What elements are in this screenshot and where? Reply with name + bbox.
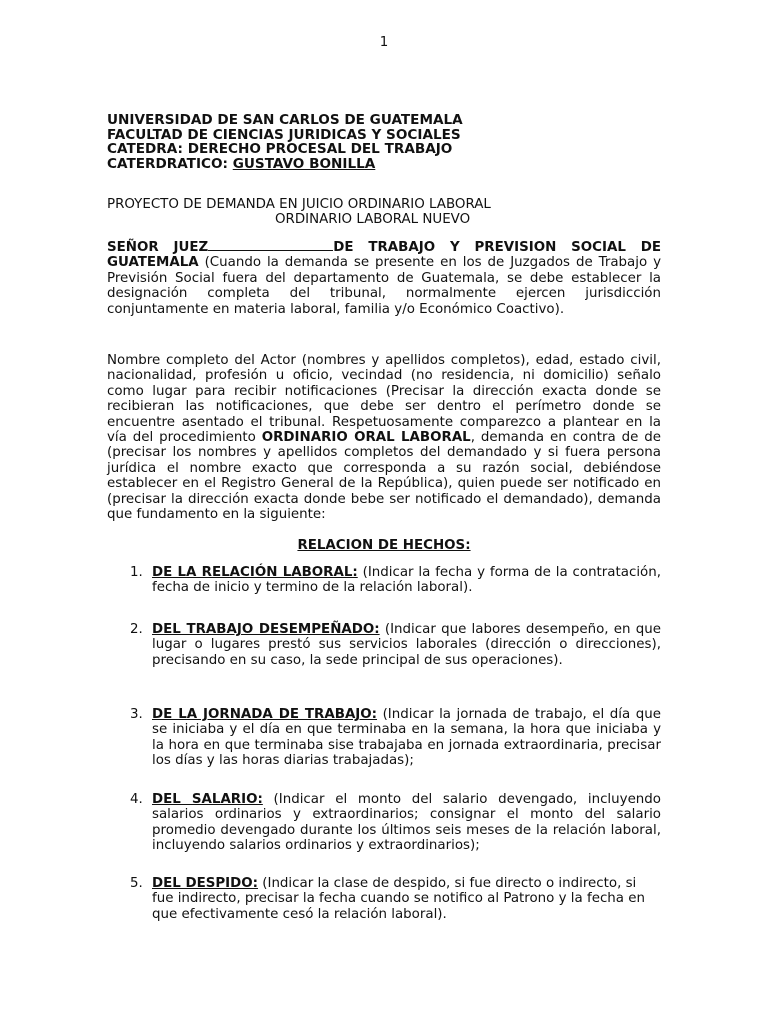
document-title — [107, 197, 662, 227]
list-item — [130, 622, 661, 668]
header-professor-label: CATERDRATICO: — [107, 155, 228, 172]
item-text: (Indicar la fecha y forma de la contratación, fecha de inicio y termino de la relación laboral). — [152, 565, 661, 596]
salutation-court: DE TRABAJO Y PREVISION SOCIAL DE GUATEMALA — [107, 240, 661, 271]
list-item — [130, 565, 661, 596]
salutation-paragraph — [107, 240, 661, 317]
item-number: 1. — [130, 565, 143, 580]
header-faculty: FACULTAD DE CIENCIAS JURIDICAS Y SOCIALES — [107, 126, 461, 143]
title-line-2: ORDINARIO LABORAL NUEVO — [275, 212, 471, 227]
item-heading: DEL TRABAJO DESEMPEÑADO: — [152, 622, 380, 637]
list-item — [130, 707, 661, 769]
item-heading: DEL DESPIDO: — [152, 876, 259, 891]
judge-blank-line — [208, 240, 333, 251]
item-number: 2. — [130, 622, 143, 637]
item-heading: DE LA RELACIÓN LABORAL: — [152, 565, 358, 580]
actor-text-2: , demanda en contra de de (precisar los nombres y apellidos completos del demandado y si fuera persona jurídica el nombre exacto que corresponda a su razón social, debiéndose establecer en el Registro General de la República), quien puede ser notificado en (precisar la dirección exacta donde bebe ser notificado el demandado), demanda que fundamento en la siguiente: — [107, 430, 661, 523]
item-number: 3. — [130, 707, 143, 722]
header-professor — [107, 157, 463, 172]
item-text: (Indicar la jornada de trabajo, el día que se iniciaba y el día en que terminaba en la semana, la hora que iniciaba y la hora en que terminaba sise trabajaba en jornada extraordinaria, precisar los días y las horas diarias trabajadas); — [152, 707, 661, 769]
section-title-text: RELACION DE HECHOS: — [297, 538, 471, 553]
page-number: 1 — [379, 35, 389, 50]
title-line-1: PROYECTO DE DEMANDA EN JUICIO ORDINARIO LABORAL — [107, 197, 491, 212]
document-header — [107, 113, 463, 171]
list-item — [130, 792, 661, 854]
actor-text-1: Nombre completo del Actor (nombres y apellidos completos), edad, estado civil, nacionalidad, profesión u oficio, vecindad (no residencia, ni domicilio) señalo como lugar para recibir notificaciones (Precisar la dirección exacta donde se recibieran las notificaciones, que debe ser dentro el perímetro donde se encuentre asentado el tribunal. Respetuosamente comparezco a plantear en la vía del procedimiento — [107, 353, 661, 446]
item-number: 4. — [130, 792, 143, 807]
actor-procedure: ORDINARIO ORAL LABORAL — [261, 430, 471, 446]
item-number: 5. — [130, 876, 143, 891]
section-title — [0, 538, 768, 553]
item-text: (Indicar el monto del salario devengado, incluyendo salarios ordinarios y extraordinarios; consignar el monto del salario promedio devengado durante los últimos seis meses de la relación laboral, incluyendo salarios ordinarios y extraordinarios); — [152, 792, 661, 854]
item-heading: DE LA JORNADA DE TRABAJO: — [152, 707, 378, 722]
list-item — [130, 876, 661, 922]
header-course: CATEDRA: DERECHO PROCESAL DEL TRABAJO — [107, 141, 453, 158]
header-university: UNIVERSIDAD DE SAN CARLOS DE GUATEMALA — [107, 112, 463, 128]
header-professor-name: GUSTAVO BONILLA — [232, 155, 376, 172]
actor-paragraph — [107, 353, 661, 522]
item-text: (Indicar que labores desempeño, en que lugar o lugares prestó sus servicios laborales (dirección o direcciones), precisando en su caso, la sede principal de sus operaciones). — [152, 622, 661, 668]
salutation-note: (Cuando la demanda se presente en los de Juzgados de Trabajo y Previsión Social fuera del departamento de Guatemala, se debe establecer la designación completa del tribunal, normalmente ejercen jurisdicción conjuntamente en materia laboral, familia y/o Económico Coactivo). — [107, 255, 661, 317]
salutation-lead: SEÑOR JUEZ — [107, 240, 209, 255]
item-text: (Indicar la clase de despido, si fue directo o indirecto, si fue indirecto, precisar la fecha cuando se notifico al Patrono y la fecha en que efectivamente cesó la relación laboral). — [152, 876, 645, 922]
item-heading: DEL SALARIO: — [152, 792, 263, 807]
